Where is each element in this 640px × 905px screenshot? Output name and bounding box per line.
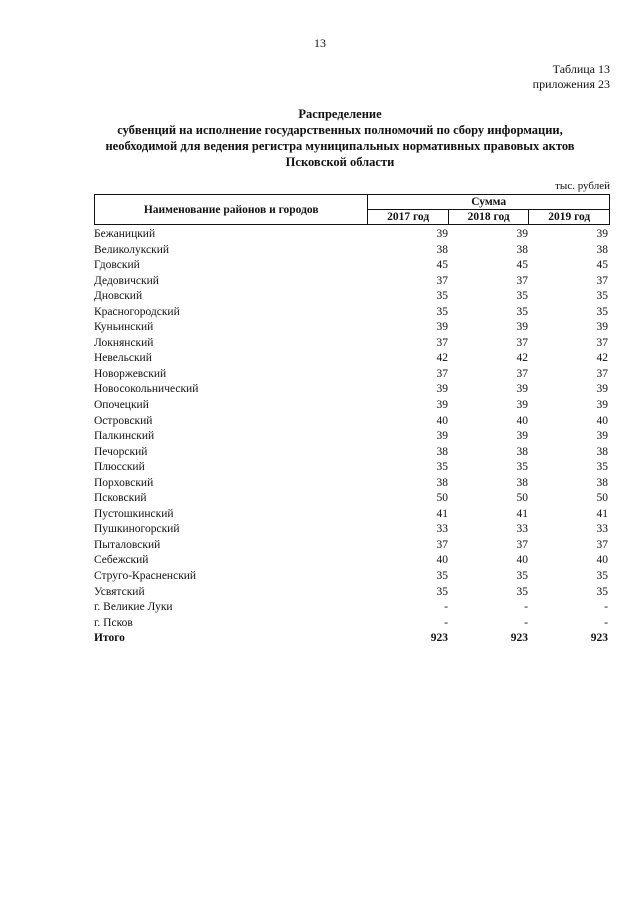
- district-name: Невельский: [94, 352, 152, 365]
- document-title: [60, 106, 620, 170]
- header-year-2017: 2017 год: [368, 210, 449, 225]
- value-2017: 40: [436, 414, 448, 427]
- value-2018: 40: [516, 414, 528, 427]
- value-2019: 39: [596, 399, 608, 412]
- value-2017: 35: [436, 570, 448, 583]
- table-row: [94, 351, 610, 367]
- value-2017: 42: [436, 352, 448, 365]
- value-2017: 37: [436, 274, 448, 287]
- value-2019: 37: [596, 336, 608, 349]
- value-2019: 39: [596, 383, 608, 396]
- total-row: [94, 631, 610, 647]
- table-row: [94, 367, 610, 383]
- district-name: Бежаницкий: [94, 228, 156, 240]
- district-name: Печорский: [94, 445, 148, 458]
- district-name: Новосокольнический: [94, 383, 199, 396]
- value-2019: -: [604, 601, 608, 614]
- value-2018: 39: [516, 383, 528, 396]
- table-row: [94, 585, 610, 601]
- header-sum: Сумма: [368, 195, 610, 210]
- title-line2: субвенций на исполнение государственных полномочий по сбору информации,: [117, 123, 563, 137]
- value-2017: 37: [436, 336, 448, 349]
- value-2018: 37: [516, 538, 528, 551]
- district-name: Палкинский: [94, 430, 155, 443]
- district-name: Пыталовский: [94, 538, 161, 551]
- total-2017: 923: [430, 632, 448, 645]
- value-2017: 35: [436, 305, 448, 318]
- header-name-column: Наименование районов и городов: [95, 195, 368, 225]
- value-2018: 50: [516, 492, 528, 505]
- value-2018: 35: [516, 570, 528, 583]
- table-row: [94, 538, 610, 554]
- table-row: [94, 522, 610, 538]
- table-ref-line1: Таблица 13: [552, 62, 610, 76]
- value-2017: 39: [436, 383, 448, 396]
- value-2018: 39: [516, 321, 528, 334]
- value-2019: 38: [596, 476, 608, 489]
- table-row: [94, 382, 610, 398]
- value-2018: 38: [516, 476, 528, 489]
- value-2018: 39: [516, 430, 528, 443]
- value-2019: 33: [596, 523, 608, 536]
- table-row: [94, 553, 610, 569]
- table-row: [94, 227, 610, 243]
- value-2019: 41: [596, 507, 608, 520]
- total-2018: 923: [510, 632, 528, 645]
- value-2017: 33: [436, 523, 448, 536]
- table-row: [94, 445, 610, 461]
- value-2019: 35: [596, 290, 608, 303]
- table-row: [94, 320, 610, 336]
- district-name: Красногородский: [94, 305, 180, 318]
- value-2019: 39: [596, 228, 608, 240]
- value-2019: 37: [596, 538, 608, 551]
- district-name: Великолукский: [94, 243, 170, 256]
- value-2017: 40: [436, 554, 448, 567]
- title-line4: Псковской области: [285, 155, 395, 169]
- value-2019: 39: [596, 321, 608, 334]
- value-2018: -: [524, 616, 528, 629]
- value-2019: 38: [596, 243, 608, 256]
- table-row: [94, 616, 610, 632]
- value-2018: 42: [516, 352, 528, 365]
- value-2017: 37: [436, 538, 448, 551]
- value-2019: 37: [596, 367, 608, 380]
- table-row: [94, 243, 610, 259]
- value-2019: 35: [596, 305, 608, 318]
- value-2018: -: [524, 601, 528, 614]
- value-2017: 35: [436, 461, 448, 474]
- district-name: Гдовский: [94, 259, 140, 272]
- value-2019: -: [604, 616, 608, 629]
- value-2019: 42: [596, 352, 608, 365]
- unit-label: тыс. рублей: [555, 180, 610, 192]
- value-2018: 38: [516, 243, 528, 256]
- value-2017: 35: [436, 585, 448, 598]
- table-row: [94, 429, 610, 445]
- value-2017: 38: [436, 243, 448, 256]
- district-name: Пустошкинский: [94, 507, 174, 520]
- table-row: [94, 305, 610, 321]
- value-2018: 35: [516, 585, 528, 598]
- table-row: [94, 569, 610, 585]
- value-2017: 38: [436, 476, 448, 489]
- value-2018: 41: [516, 507, 528, 520]
- table-row: [94, 274, 610, 290]
- value-2017: 39: [436, 399, 448, 412]
- value-2019: 35: [596, 570, 608, 583]
- value-2018: 40: [516, 554, 528, 567]
- value-2017: 45: [436, 259, 448, 272]
- value-2018: 37: [516, 336, 528, 349]
- value-2017: 41: [436, 507, 448, 520]
- value-2017: 38: [436, 445, 448, 458]
- district-name: Усвятский: [94, 585, 145, 598]
- value-2017: -: [444, 616, 448, 629]
- value-2019: 38: [596, 445, 608, 458]
- table-row: [94, 398, 610, 414]
- value-2017: 35: [436, 290, 448, 303]
- district-name: г. Псков: [94, 616, 133, 629]
- table-header: [94, 194, 610, 225]
- district-name: Себежский: [94, 554, 149, 567]
- table-row: [94, 414, 610, 430]
- table-row: [94, 476, 610, 492]
- total-2019: 923: [590, 632, 608, 645]
- value-2018: 35: [516, 290, 528, 303]
- value-2019: 39: [596, 430, 608, 443]
- table-row: [94, 491, 610, 507]
- value-2019: 40: [596, 414, 608, 427]
- table-ref-line2: приложения 23: [532, 77, 610, 91]
- table-row: [94, 336, 610, 352]
- value-2018: 33: [516, 523, 528, 536]
- table-body: [94, 227, 610, 647]
- title-line1: Распределение: [298, 107, 382, 121]
- district-name: Струго-Красненский: [94, 570, 197, 583]
- table-row: [94, 289, 610, 305]
- value-2019: 35: [596, 461, 608, 474]
- district-name: Островский: [94, 414, 153, 427]
- value-2017: 37: [436, 367, 448, 380]
- district-name: Куньинский: [94, 321, 154, 334]
- value-2018: 35: [516, 461, 528, 474]
- title-line3: необходимой для ведения регистра муниципальных нормативных правовых актов: [105, 139, 575, 153]
- value-2017: 39: [436, 228, 448, 240]
- total-label: Итого: [94, 632, 125, 645]
- district-name: Порховский: [94, 476, 154, 489]
- value-2019: 37: [596, 274, 608, 287]
- header-year-2018: 2018 год: [448, 210, 529, 225]
- value-2019: 50: [596, 492, 608, 505]
- value-2018: 37: [516, 274, 528, 287]
- district-name: Дедовичский: [94, 274, 159, 287]
- header-year-2019: 2019 год: [529, 210, 610, 225]
- value-2019: 40: [596, 554, 608, 567]
- value-2018: 35: [516, 305, 528, 318]
- district-name: Новоржевский: [94, 367, 167, 380]
- value-2017: 39: [436, 430, 448, 443]
- table-row: [94, 460, 610, 476]
- district-name: Псковский: [94, 492, 147, 505]
- value-2017: 39: [436, 321, 448, 334]
- table-row: [94, 600, 610, 616]
- district-name: Дновский: [94, 290, 143, 303]
- value-2018: 37: [516, 367, 528, 380]
- table-row: [94, 507, 610, 523]
- value-2017: 50: [436, 492, 448, 505]
- district-name: Плюсский: [94, 461, 145, 474]
- district-name: г. Великие Луки: [94, 601, 173, 614]
- district-name: Опочецкий: [94, 399, 149, 412]
- value-2018: 45: [516, 259, 528, 272]
- page-number: 13: [314, 36, 326, 50]
- table-row: [94, 258, 610, 274]
- value-2017: -: [444, 601, 448, 614]
- value-2018: 39: [516, 399, 528, 412]
- value-2018: 38: [516, 445, 528, 458]
- value-2019: 45: [596, 259, 608, 272]
- table-reference: [533, 62, 610, 92]
- value-2018: 39: [516, 228, 528, 240]
- district-name: Локнянский: [94, 336, 154, 349]
- value-2019: 35: [596, 585, 608, 598]
- district-name: Пушкиногорский: [94, 523, 180, 536]
